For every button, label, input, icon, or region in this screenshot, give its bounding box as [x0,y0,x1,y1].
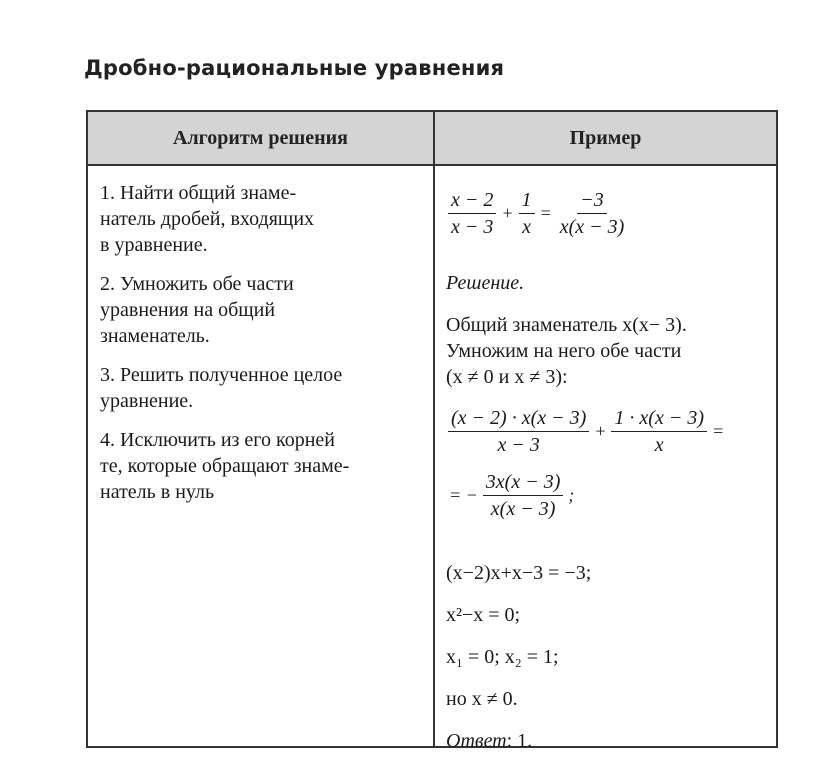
denominator: x(x − 3) [559,216,625,238]
fraction [448,188,496,239]
equals-minus-sign: = − [449,485,478,505]
equation-multiplied [446,406,727,457]
multiply-text: Умножим на него обе части [446,340,682,362]
numerator: x − 2 [448,188,496,214]
fraction [557,188,628,239]
denominator: x [522,216,531,238]
semicolon: ; [568,485,575,505]
common-denominator-text: Общий знаменатель x(x− 3). [446,314,687,336]
fraction [611,406,707,457]
answer-value: : 1. [506,730,533,752]
column-divider [433,112,435,746]
denominator: x [654,434,664,456]
fraction [448,406,589,457]
answer-label: Ответ [446,730,507,752]
plus-sign: + [501,203,514,223]
fraction [483,470,564,521]
numerator: 3x(x − 3) [483,470,564,496]
fraction [519,188,535,239]
denominator: x − 3 [497,434,540,456]
algorithm-step-2: 2. Умножить обе части уравнения на общий знаменатель. [100,273,294,347]
denominator: x − 3 [451,216,494,238]
solution-step-d: но x ≠ 0. [446,688,518,710]
equation-multiplied-rhs [446,470,577,521]
column-header-algorithm: Алгоритм решения [173,127,348,149]
solution-label: Решение. [446,272,525,294]
multiply-condition: (x ≠ 0 и x ≠ 3): [446,366,568,388]
solution-step-b: x²−x = 0; [446,604,521,626]
denominator: x(x − 3) [490,498,556,520]
equation-original [446,188,629,239]
equals-sign: = [712,421,725,441]
plus-sign: + [594,421,607,441]
numerator: −3 [577,188,607,214]
algorithm-step-1: 1. Найти общий знаме- натель дробей, входящих в уравнение. [100,182,315,256]
numerator: 1 · x(x − 3) [611,406,707,432]
solution-step-c: x₁ = 0; x₂ = 1; [446,646,559,668]
solution-step-a: (x−2)x+x−3 = −3; [446,562,592,584]
answer-line [446,730,532,753]
equals-sign: = [539,203,552,223]
algorithm-step-3: 3. Решить полученное целое уравнение. [100,364,343,412]
column-header-example: Пример [569,127,642,149]
numerator: (x − 2) · x(x − 3) [448,406,589,432]
page-title: Дробно-рациональные уравнения [84,56,505,80]
algorithm-steps [100,180,420,518]
numerator: 1 [519,188,535,214]
algorithm-table [86,110,778,752]
algorithm-step-4: 4. Исключить из его корней те, которые обращают знаме- натель в нуль [100,429,350,503]
